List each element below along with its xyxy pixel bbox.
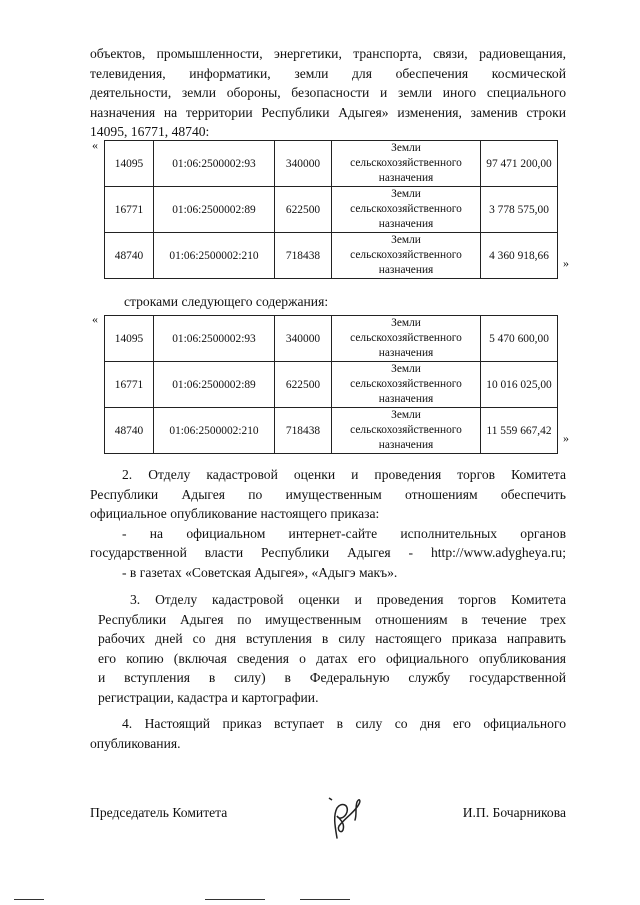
text-line: назначения на территории Республики Адыгея» изменения, заменив строки <box>90 104 566 120</box>
cadastral-value: 11 559 667,42 <box>481 408 558 454</box>
row-number: 14095 <box>105 316 154 362</box>
footer-rule <box>205 899 265 900</box>
text-line: 2. Отделу кадастровой оценки и проведения торгов Комитета <box>122 467 566 482</box>
open-quote: « <box>92 312 98 326</box>
row-number: 48740 <box>105 408 154 454</box>
text-line: 3. Отделу кадастровой оценки и проведения торгов Комитета <box>130 592 566 607</box>
row-number: 16771 <box>105 362 154 408</box>
cadastral-value: 97 471 200,00 <box>481 141 558 187</box>
cadastral-number: 01:06:2500002:210 <box>154 233 275 279</box>
footer-rule <box>14 899 44 900</box>
table-row <box>105 362 558 408</box>
row-number: 14095 <box>105 141 154 187</box>
text-line: его копию (включая сведения о датах его официального опубликования <box>98 650 566 666</box>
cadastral-value: 4 360 918,66 <box>481 233 558 279</box>
cadastral-number: 01:06:2500002:210 <box>154 408 275 454</box>
cadastral-value: 3 778 575,00 <box>481 187 558 233</box>
land-category: Земли сельскохозяйственного назначения <box>332 233 481 279</box>
paragraph-2 <box>90 465 566 582</box>
paragraph-3 <box>98 590 566 707</box>
area: 718438 <box>275 408 332 454</box>
cadastral-number: 01:06:2500002:89 <box>154 187 275 233</box>
old-rows-table <box>104 140 558 279</box>
text-line: 4. Настоящий приказ вступает в силу со дня его официального <box>122 716 566 731</box>
area: 340000 <box>275 316 332 362</box>
new-rows-table <box>104 315 558 454</box>
table-row <box>105 316 558 362</box>
land-category: Земли сельскохозяйственного назначения <box>332 187 481 233</box>
text-line: и вступления в силу) в Федеральную службу государственной <box>98 670 566 685</box>
cadastral-number: 01:06:2500002:89 <box>154 362 275 408</box>
text-line: - в газетах «Советская Адыгея», «Адыгэ макъ». <box>122 564 398 580</box>
text-line: регистрации, кадастра и картографии. <box>98 689 319 705</box>
paragraph-4 <box>90 714 566 753</box>
land-category: Земли сельскохозяйственного назначения <box>332 408 481 454</box>
text-line: опубликования. <box>90 735 181 751</box>
signatory-name: И.П. Бочарникова <box>462 805 566 820</box>
area: 340000 <box>275 141 332 187</box>
handwritten-signature <box>315 790 375 842</box>
text-line: официальное опубликование настоящего приказа: <box>90 506 380 521</box>
footer-rule <box>300 899 350 900</box>
cadastral-number: 01:06:2500002:93 <box>154 141 275 187</box>
table-row <box>105 233 558 279</box>
open-quote: « <box>92 138 98 152</box>
text-line: государственной власти Республики Адыгея - http://www.adygheya.ru; <box>90 545 566 560</box>
text-line: 14095, 16771, 48740: <box>90 124 210 139</box>
text-line: - на официальном интернет-сайте исполнительных органов <box>122 525 566 541</box>
cadastral-value: 10 016 025,00 <box>481 362 558 408</box>
table-row <box>105 141 558 187</box>
text-line: телевидения, информатики, земли для обеспечения космической <box>90 65 566 81</box>
text-line: Республики Адыгея по имущественным отношениям обеспечить <box>90 486 566 502</box>
row-number: 48740 <box>105 233 154 279</box>
close-quote: » <box>563 431 569 445</box>
text-line: объектов, промышленности, энергетики, транспорта, связи, радиовещания, <box>90 46 566 61</box>
table-row <box>105 408 558 454</box>
text-line: строками следующего содержания: <box>124 294 329 309</box>
land-category: Земли сельскохозяйственного назначения <box>332 316 481 362</box>
replacement-intro <box>124 292 424 312</box>
land-category: Земли сельскохозяйственного назначения <box>332 141 481 187</box>
area: 622500 <box>275 362 332 408</box>
table-row <box>105 187 558 233</box>
area: 718438 <box>275 233 332 279</box>
close-quote: » <box>563 256 569 270</box>
cadastral-number: 01:06:2500002:93 <box>154 316 275 362</box>
text-line: Республики Адыгея по имущественным отношениям в течение трех <box>98 611 566 627</box>
text-line: рабочих дней со дня вступления в силу настоящего приказа направить <box>98 631 566 646</box>
area: 622500 <box>275 187 332 233</box>
land-category: Земли сельскохозяйственного назначения <box>332 362 481 408</box>
cadastral-value: 5 470 600,00 <box>481 316 558 362</box>
row-number: 16771 <box>105 187 154 233</box>
intro-paragraph <box>90 44 566 142</box>
signatory-position: Председатель Комитета <box>90 805 228 820</box>
text-line: деятельности, земли обороны, безопасности и земли иного специального <box>90 85 566 100</box>
